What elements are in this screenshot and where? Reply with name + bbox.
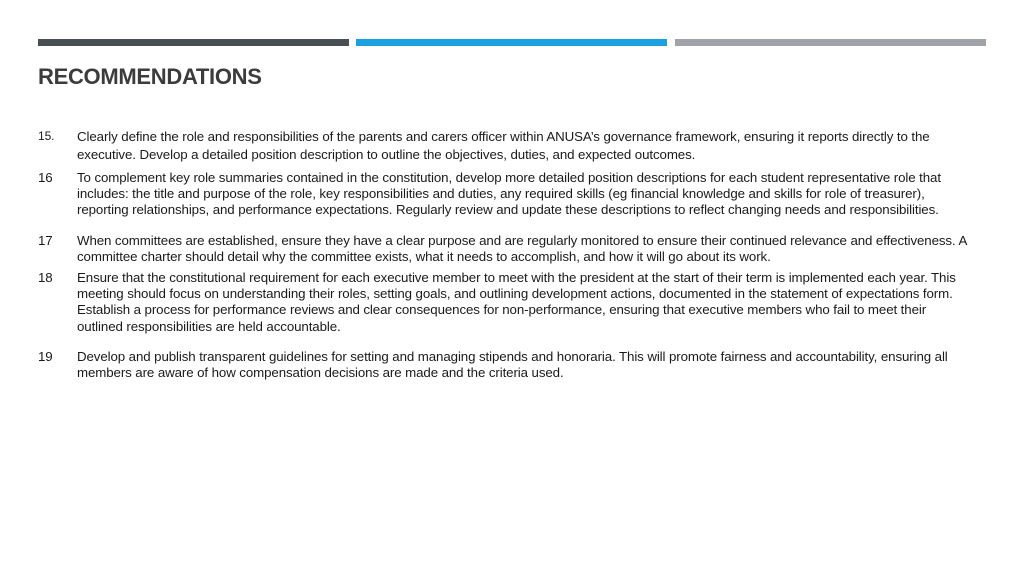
recommendation-text: Develop and publish transparent guidelines for setting and managing stipends and honoraria. This will promote fairness and accountability, ensuring all members are aware of how compensation decisions are made and the criteria used. [77, 348, 948, 381]
recommendation-text: Ensure that the constitutional requirement for each executive member to meet with the president at the start of their term is implemented each year. This meeting should focus on understanding their roles, setting goals, and outlining development actions, documented in the statement of expectations form. Establish a process for performance reviews and clear consequences for non-performance, ensuring that executive members who fail to meet their outlined responsibilities are held accountable. [77, 270, 956, 334]
recommendation-text: Clearly define the role and responsibilities of the parents and carers officer within ANUSA’s governance framework, ensuring it reports directly to the executive. Develop a detailed position description to outline the objectives, duties, and expected outcomes. [77, 129, 930, 162]
recommendation-item [38, 349, 968, 381]
header-bar-middle [356, 39, 667, 46]
recommendation-item [38, 128, 968, 164]
header-bar-right [675, 39, 986, 46]
recommendation-number: 17 [38, 232, 53, 248]
recommendation-number: 15. [38, 129, 55, 143]
recommendation-item [38, 233, 968, 265]
slide-title: RECOMMENDATIONS [38, 64, 262, 89]
recommendation-number: 19 [38, 348, 53, 364]
header-bar-left [38, 39, 349, 46]
recommendation-number: 16 [38, 170, 53, 185]
recommendation-item [38, 170, 968, 219]
recommendation-text: When committees are established, ensure they have a clear purpose and are regularly monitored to ensure their continued relevance and effectiveness. A committee charter should detail why the committee exists, what it needs to accomplish, and how it will go about its work. [77, 232, 967, 264]
recommendation-text: To complement key role summaries contained in the constitution, develop more detailed position descriptions for each student representative role that includes: the title and purpose of the role, key responsibilities and duties, any required skills (eg financial knowledge and skills for role of treasurer), reporting relationships, and performance expectations. Regularly review and update these descriptions to reflect changing needs and responsibilities. [77, 170, 941, 218]
recommendation-number: 18 [38, 270, 53, 286]
recommendations-list [38, 128, 968, 381]
recommendation-item [38, 270, 968, 335]
